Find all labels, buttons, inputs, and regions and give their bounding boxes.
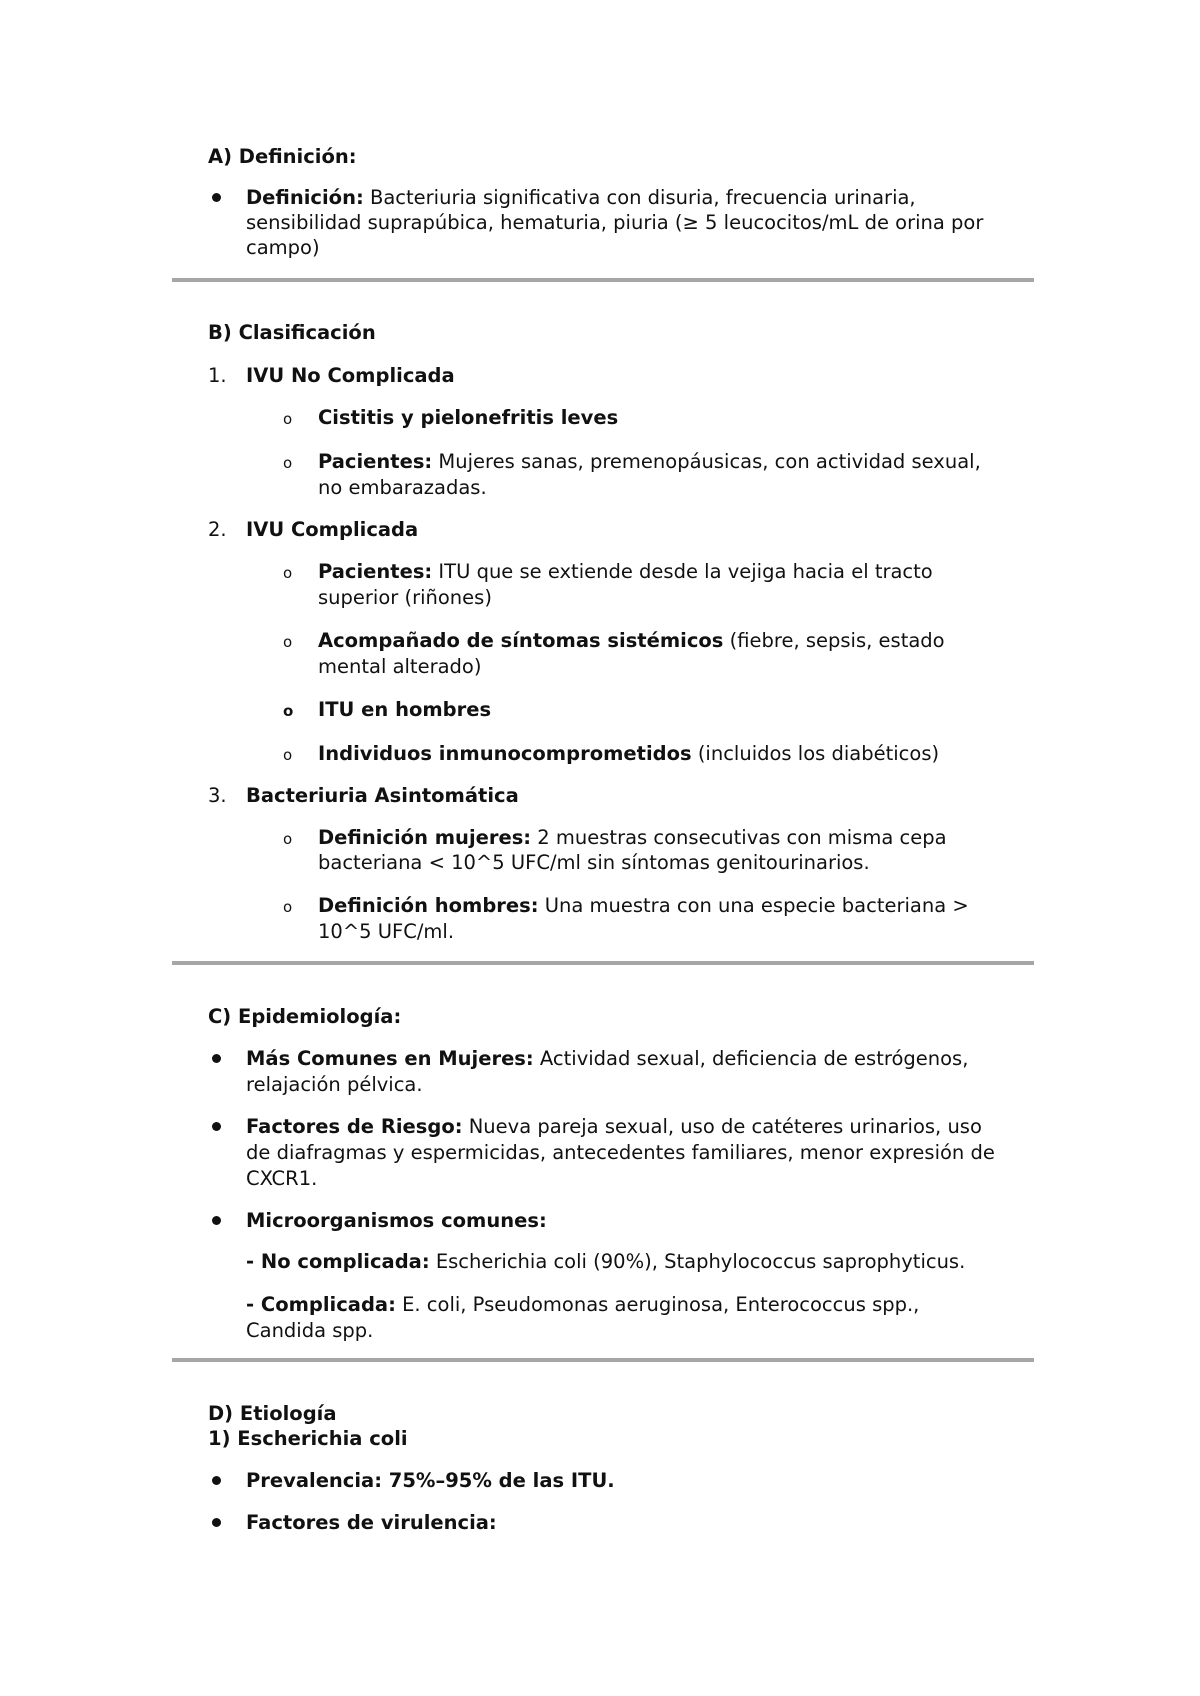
list-item: Definición mujeres: 2 muestras consecutivas con misma cepa: [318, 826, 947, 849]
sub-item: - No complicada: Escherichia coli (90%), Staphylococcus saprophyticus.: [246, 1250, 966, 1273]
list-item: Pacientes: Mujeres sanas, premenopáusicas, con actividad sexual,: [318, 450, 981, 473]
list-item-continuation: mental alterado): [318, 655, 482, 678]
bullet-icon: [212, 193, 221, 202]
bullet-icon: [212, 1476, 221, 1485]
list-number: 1.: [208, 364, 227, 387]
section-divider: [172, 278, 1034, 282]
list-item-continuation: de diafragmas y espermicidas, antecedentes familiares, menor expresión de: [246, 1141, 995, 1164]
list-item: Factores de Riesgo: Nueva pareja sexual, uso de catéteres urinarios, uso: [246, 1115, 982, 1138]
definition-line-1: Definición: Bacteriuria significativa con disuria, frecuencia urinaria,: [246, 186, 916, 209]
circle-bullet-icon: o: [283, 898, 293, 916]
section-d-heading: D) Etiología: [208, 1402, 337, 1425]
list-item: Pacientes: ITU que se extiende desde la vejiga hacia el tracto: [318, 560, 933, 583]
definition-line-2: sensibilidad suprapúbica, hematuria, piuria (≥ 5 leucocitos/mL de orina por: [246, 211, 984, 234]
list-item-continuation: superior (riñones): [318, 586, 492, 609]
circle-bullet-icon: o: [283, 410, 293, 428]
circle-bullet-icon: o: [283, 702, 294, 720]
bullet-icon: [212, 1518, 221, 1527]
list-item: Factores de virulencia:: [246, 1511, 497, 1534]
section-divider: [172, 1358, 1034, 1362]
circle-bullet-icon: o: [283, 633, 293, 651]
group-title: IVU Complicada: [246, 518, 419, 541]
list-item-continuation: no embarazadas.: [318, 476, 487, 499]
sub-item: - Complicada: E. coli, Pseudomonas aeruginosa, Enterococcus spp.,: [246, 1293, 920, 1316]
list-item-continuation: CXCR1.: [246, 1167, 318, 1190]
list-item: Más Comunes en Mujeres: Actividad sexual, deficiencia de estrógenos,: [246, 1047, 969, 1070]
definition-line-3: campo): [246, 236, 320, 259]
circle-bullet-icon: o: [283, 564, 293, 582]
bullet-icon: [212, 1122, 221, 1131]
list-item: Definición hombres: Una muestra con una especie bacteriana >: [318, 894, 969, 917]
list-item: Prevalencia: 75%–95% de las ITU.: [246, 1469, 615, 1492]
subsection-heading: 1) Escherichia coli: [208, 1427, 408, 1450]
list-item: ITU en hombres: [318, 698, 492, 721]
section-a-heading: A) Definición:: [208, 145, 357, 168]
list-item: Microorganismos comunes:: [246, 1209, 547, 1232]
circle-bullet-icon: o: [283, 454, 293, 472]
group-title: Bacteriuria Asintomática: [246, 784, 519, 807]
group-title: IVU No Complicada: [246, 364, 455, 387]
section-b-heading: B) Clasificación: [208, 321, 376, 344]
list-item-continuation: bacteriana < 10^5 UFC/ml sin síntomas genitourinarios.: [318, 851, 870, 874]
circle-bullet-icon: o: [283, 746, 293, 764]
list-number: 3.: [208, 784, 227, 807]
list-item: Acompañado de síntomas sistémicos (fiebre, sepsis, estado: [318, 629, 945, 652]
section-divider: [172, 961, 1034, 965]
list-item-continuation: relajación pélvica.: [246, 1073, 423, 1096]
list-item-continuation: 10^5 UFC/ml.: [318, 920, 455, 943]
list-number: 2.: [208, 518, 227, 541]
list-item: Individuos inmunocomprometidos (incluidos los diabéticos): [318, 742, 940, 765]
bullet-icon: [212, 1054, 221, 1063]
sub-item-continuation: Candida spp.: [246, 1319, 374, 1342]
circle-bullet-icon: o: [283, 830, 293, 848]
bullet-icon: [212, 1216, 221, 1225]
section-c-heading: C) Epidemiología:: [208, 1005, 402, 1028]
list-item: Cistitis y pielonefritis leves: [318, 406, 619, 429]
